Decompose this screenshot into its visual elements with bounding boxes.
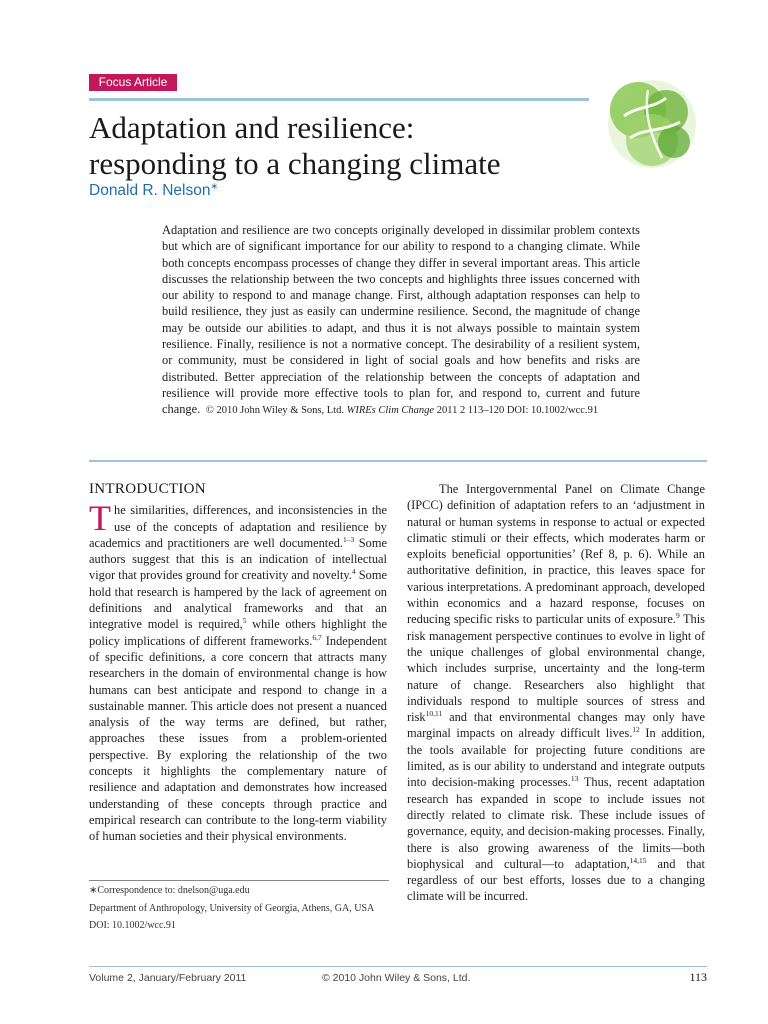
author-name-text: Donald R. Nelson bbox=[89, 182, 211, 199]
footnotes bbox=[89, 880, 389, 938]
abstract-citation bbox=[203, 405, 598, 416]
reference-link[interactable]: 4 bbox=[351, 567, 356, 577]
intro-text-2: Some authors suggest that this is an indication of intellectual vigor that provides ground for creativity and novelty. bbox=[89, 535, 388, 583]
footer-volume: Volume 2, January/February 2011 bbox=[89, 972, 247, 984]
right-text-2: This risk management perspective continues to evolve in light of the unique challenges of global environmental change, which includes surprise, uncertainty and the long-term nature of change. Researchers also highlight that individuals respond to multiple sources of stress and risk bbox=[407, 612, 705, 725]
reference-link[interactable]: 14,15 bbox=[629, 855, 647, 865]
page-number: 113 bbox=[689, 970, 707, 984]
intro-text-3: Some hold that research is hampered by the lack of agreement on definitions and analytical frameworks and that an integrative model is required, bbox=[89, 568, 387, 632]
right-text-1: The Intergovernmental Panel on Climate Change (IPCC) definition of adaptation refers to an ‘adjustment in natural or human systems in response to actual or expected climatic stimuli or their effects, which moderates harm or exploits beneficial opportunities’ (Ref 8, p. 6). While an authoritative definition, in practice, this leaves space for various interpretations. A predominant approach, developed within economics and a hazard response, focuses on reducing specific risks to particular units of exposure. bbox=[407, 482, 705, 627]
correspondence-note[interactable]: ∗Correspondence to: dnelson@uga.edu bbox=[89, 885, 250, 896]
footer-rule bbox=[89, 966, 707, 967]
section-heading-introduction: INTRODUCTION bbox=[89, 481, 206, 497]
ipcc-paragraph bbox=[407, 481, 705, 905]
author-name[interactable] bbox=[89, 182, 218, 200]
intro-text-5: Independent of specific definitions, a core concern that attracts many researchers in the domain of environmental change is how humans can best anticipate and respond to change in a sustainable manner. This article does not present a nuanced analysis of the way terms are defined, but rather, approaches these issues from a problem-oriented perspective. By exploring the relationship of the two concepts it highlights the complementary nature of resilience and adaptation and demonstrates how increased understanding of these concepts through practice and empirical research can contribute to the long-term viability of human societies and their physical environments. bbox=[89, 633, 387, 844]
reference-link[interactable]: 1–3 bbox=[343, 534, 355, 544]
globe-logo-icon bbox=[604, 76, 700, 172]
left-column bbox=[89, 481, 387, 845]
doi-note[interactable]: DOI: 10.1002/wcc.91 bbox=[89, 920, 176, 931]
abstract-text: Adaptation and resilience are two concepts originally developed in dissimilar problem contexts but which are of significant importance for our ability to respond to a changing climate. While both concepts encompass processes of change they differ in several important areas. This article discusses the relationship between the two concepts and highlights three issues concerned with our ability to respond to and manage change. First, although adaptation responses can help to build resilience, they just as easily can undermine resilience. Second, the magnitude of change may be outside our abilities to adapt, and thus it is not always possible to maintain system resilience. Finally, resilience is not a normative concept. The desirability of a resilient system, or community, must be considered in light of social goals and how benefits and risks are distributed. Better appreciation of the relationship between the concepts of adaptation and resilience will provide more effective tools to plan for, and respond to, current and future change. bbox=[162, 223, 640, 417]
title-line-2: responding to a changing climate bbox=[89, 146, 501, 181]
article-title bbox=[89, 110, 599, 182]
reference-link[interactable]: 9 bbox=[675, 611, 680, 621]
intro-paragraph bbox=[89, 498, 388, 844]
citation-copyright: © 2010 John Wiley & Sons, Ltd. bbox=[205, 405, 344, 417]
header-rule bbox=[89, 98, 589, 101]
citation-doi[interactable]: 2011 2 113–120 DOI: 10.1002/wcc.91 bbox=[436, 405, 599, 417]
reference-link[interactable]: 6,7 bbox=[312, 632, 322, 642]
right-text-6: and that regardless of our best efforts, losses due to a changing climate will be incurred. bbox=[407, 856, 705, 904]
reference-link[interactable]: 10,11 bbox=[425, 709, 443, 719]
intro-text-4: while others highlight the policy implications of different frameworks. bbox=[89, 617, 387, 648]
right-column bbox=[407, 481, 705, 905]
article-type-badge: Focus Article bbox=[89, 74, 177, 91]
citation-journal: WIREs Clim Change bbox=[346, 405, 435, 417]
intro-text-1: he similarities, differences, and inconsistencies in the use of the concepts of adaptation and resilience by academics and practitioners are well documented. bbox=[89, 503, 387, 550]
affiliation-note: Department of Anthropology, University of Georgia, Athens, GA, USA bbox=[89, 902, 375, 914]
reference-link[interactable]: 12 bbox=[632, 725, 640, 735]
abstract bbox=[162, 222, 640, 420]
section-rule bbox=[89, 460, 707, 462]
drop-cap: T bbox=[89, 498, 111, 539]
title-line-1: Adaptation and resilience: bbox=[89, 110, 415, 145]
reference-link[interactable]: 5 bbox=[242, 616, 247, 626]
author-footnote-mark: ∗ bbox=[210, 180, 219, 191]
footer-copyright: © 2010 John Wiley & Sons, Ltd. bbox=[322, 972, 471, 984]
right-text-4: In addition, the tools available for projecting future conditions are limited, as is our ability to understand and integrate outputs into decision-making processes. bbox=[407, 726, 705, 790]
right-text-5: Thus, recent adaptation research has expanded in scope to include issues not directly related to climate risk. These include issues of governance, equity, and decision-making processes. Finally, there is also growing awareness of the limits—both biophysical and cultural—to adaptation, bbox=[407, 775, 705, 871]
reference-link[interactable]: 13 bbox=[570, 774, 579, 784]
right-text-3: and that environmental changes may only have marginal impacts on already difficult lives. bbox=[407, 710, 705, 741]
